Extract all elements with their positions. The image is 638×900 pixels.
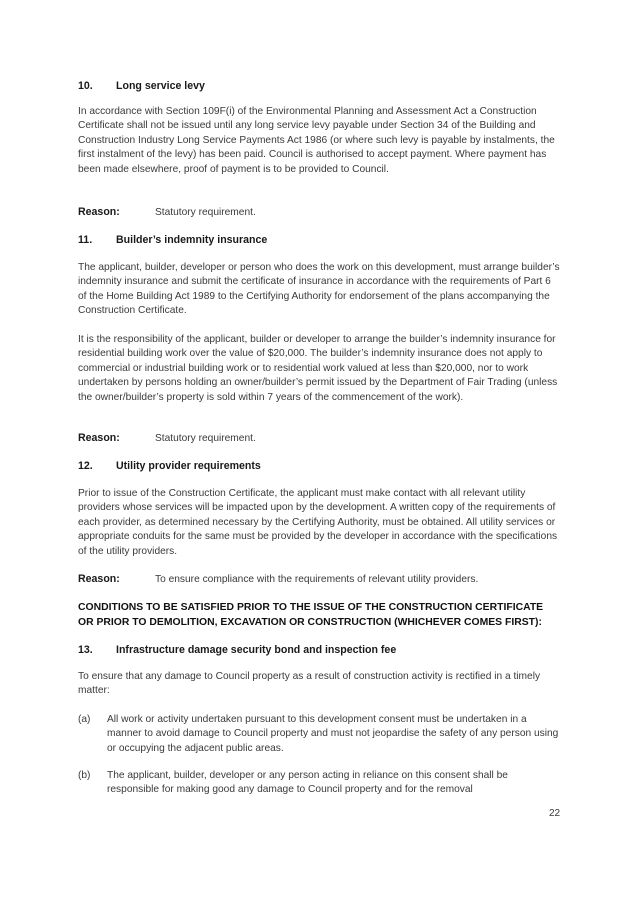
reason-label: Reason: [78, 432, 120, 444]
section-11-reason [78, 431, 560, 446]
page-number: 22 [549, 808, 561, 819]
list-item-text: All work or activity undertaken pursuant to this development consent must be undertaken in a manner to avoid damage to Council property and must not jeopardise the safety of any person using or occupying the adjacent public areas. [107, 714, 559, 754]
section-title: Utility provider requirements [116, 460, 261, 472]
list-marker: (a) [78, 714, 91, 725]
conditions-heading: CONDITIONS TO BE SATISFIED PRIOR TO THE ISSUE OF THE CONSTRUCTION CERTIFICATE OR PRIOR TO DEMOLITION, EXCAVATION OR CONSTRUCTION (WHICHEVER COMES FIRST): [78, 602, 544, 628]
section-11-paragraph-2: It is the responsibility of the applicant, builder or developer to arrange the builder’s indemnity insurance for residential building work over the value of $20,000. The builder’s indemnity insurance does not apply to commercial or industrial building work or to residential work valued at less than $20,000, nor to work undertaken by persons holding an owner/builder’s permit issued by the Department of Fair Trading (unless the owner/builder’s property is sold within 7 years of the commencement of the work). [78, 334, 558, 403]
section-11-heading [78, 234, 560, 246]
section-number: 12. [78, 460, 93, 472]
section-number: 13. [78, 644, 93, 656]
section-10-heading [78, 80, 560, 92]
list-item [78, 769, 560, 798]
section-title: Builder’s indemnity insurance [116, 234, 268, 246]
reason-text: Statutory requirement. [155, 433, 256, 444]
section-13-intro: To ensure that any damage to Council property as a result of construction activity is rectified in a timely matter: [78, 671, 541, 697]
section-title: Infrastructure damage security bond and inspection fee [116, 644, 397, 656]
section-12-paragraph: Prior to issue of the Construction Certificate, the applicant must make contact with all relevant utility providers whose services will be impacted upon by the development. A written copy of the requirements of each provider, as determined necessary by the Certifying Authority, must be obtained. All utility services or appropriate conduits for the same must be provided by the developer in accordance with the specifications of the utility providers. [78, 488, 558, 557]
section-13-heading [78, 644, 560, 656]
section-title: Long service levy [116, 80, 205, 92]
section-number: 11. [78, 234, 93, 246]
section-12-heading [78, 460, 560, 472]
reason-text: To ensure compliance with the requirements of relevant utility providers. [155, 574, 479, 585]
section-11-paragraph-1: The applicant, builder, developer or person who does the work on this development, must arrange builder’s indemnity insurance and submit the certificate of insurance in accordance with the requirements of Part 6 of the Home Building Act 1989 to the Certifying Authority for endorsement of the plans accompanying the Construction Certificate. [78, 262, 560, 317]
reason-label: Reason: [78, 573, 120, 585]
section-10-paragraph: In accordance with Section 109F(i) of the Environmental Planning and Assessment Act a Construction Certificate shall not be issued until any long service levy payable under Section 34 of the Building and Construction Industry Long Service Payments Act 1986 (or where such levy is payable by instalments, the first instalment of the levy) has been paid. Council is authorised to accept payment. Where payment has been made elsewhere, proof of payment is to be provided to Council. [78, 106, 555, 175]
list-marker: (b) [78, 770, 91, 781]
section-12-reason [78, 572, 560, 587]
section-10-reason [78, 205, 560, 220]
section-number: 10. [78, 80, 93, 92]
reason-text: Statutory requirement. [155, 207, 256, 218]
list-item [78, 713, 560, 756]
reason-label: Reason: [78, 206, 120, 218]
list-item-text: The applicant, builder, developer or any person acting in reliance on this consent shall be responsible for making good any damage to Council property and for the removal [107, 770, 508, 796]
